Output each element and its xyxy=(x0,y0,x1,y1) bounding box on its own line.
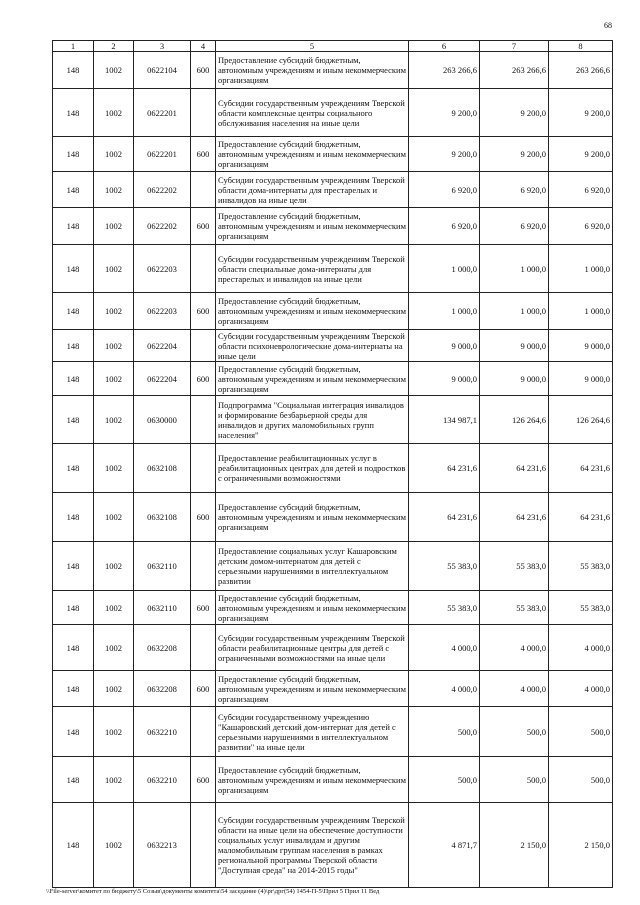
table-row xyxy=(53,444,613,493)
account-code-cell: 148 xyxy=(53,591,94,625)
target-code-cell: 0622202 xyxy=(134,208,191,245)
section-code-cell: 1002 xyxy=(94,757,134,803)
expense-type-cell xyxy=(191,396,216,444)
account-code-cell: 148 xyxy=(53,493,94,542)
amount-cell-col7: 500,0 xyxy=(480,707,549,757)
section-code-cell: 1002 xyxy=(94,444,134,493)
description-cell: Субсидии государственным учреждениям Тверской области на иные цели на обеспечение доступности социальных услуг инвалидам и другим маломобильным группам населения в рамках региональной программы Тверской области "Доступная среда" на 2014-2015 годы" xyxy=(216,803,409,888)
section-code-cell: 1002 xyxy=(94,671,134,707)
section-code-cell: 1002 xyxy=(94,52,134,89)
amount-cell-col6: 6 920,0 xyxy=(409,172,480,208)
target-code-cell: 0632110 xyxy=(134,591,191,625)
amount-cell-col7: 500,0 xyxy=(480,757,549,803)
account-code-cell: 148 xyxy=(53,172,94,208)
amount-cell-col8: 2 150,0 xyxy=(549,803,613,888)
account-code-cell: 148 xyxy=(53,89,94,137)
account-code-cell: 148 xyxy=(53,137,94,172)
target-code-cell: 0632210 xyxy=(134,757,191,803)
section-code-cell: 1002 xyxy=(94,208,134,245)
page-number: 68 xyxy=(604,21,612,30)
description-cell: Подпрограмма "Социальная интеграция инвалидов и формирование безбарьерной среды для инвалидов и других маломобильных групп населения" xyxy=(216,396,409,444)
amount-cell-col6: 4 871,7 xyxy=(409,803,480,888)
target-code-cell: 0622203 xyxy=(134,245,191,293)
amount-cell-col7: 126 264,6 xyxy=(480,396,549,444)
amount-cell-col6: 4 000,0 xyxy=(409,625,480,671)
amount-cell-col8: 55 383,0 xyxy=(549,591,613,625)
account-code-cell: 148 xyxy=(53,671,94,707)
table-row xyxy=(53,542,613,591)
amount-cell-col8: 4 000,0 xyxy=(549,625,613,671)
expense-type-cell xyxy=(191,803,216,888)
amount-cell-col8: 500,0 xyxy=(549,757,613,803)
amount-cell-col8: 6 920,0 xyxy=(549,172,613,208)
amount-cell-col8: 1 000,0 xyxy=(549,293,613,330)
account-code-cell: 148 xyxy=(53,757,94,803)
amount-cell-col6: 9 000,0 xyxy=(409,330,480,362)
description-cell: Предоставление субсидий бюджетным, автономным учреждениям и иным некоммерческим организациям xyxy=(216,137,409,172)
amount-cell-col6: 6 920,0 xyxy=(409,208,480,245)
expense-type-cell xyxy=(191,625,216,671)
expense-type-cell: 600 xyxy=(191,208,216,245)
amount-cell-col7: 9 200,0 xyxy=(480,137,549,172)
expense-type-cell xyxy=(191,444,216,493)
expense-type-cell xyxy=(191,89,216,137)
column-header: 6 xyxy=(409,41,480,52)
account-code-cell: 148 xyxy=(53,293,94,330)
target-code-cell: 0632108 xyxy=(134,493,191,542)
table-row xyxy=(53,757,613,803)
amount-cell-col8: 9 000,0 xyxy=(549,330,613,362)
expense-type-cell: 600 xyxy=(191,591,216,625)
section-code-cell: 1002 xyxy=(94,137,134,172)
section-code-cell: 1002 xyxy=(94,625,134,671)
table-row xyxy=(53,137,613,172)
target-code-cell: 0622104 xyxy=(134,52,191,89)
section-code-cell: 1002 xyxy=(94,293,134,330)
account-code-cell: 148 xyxy=(53,625,94,671)
expense-type-cell: 600 xyxy=(191,52,216,89)
amount-cell-col6: 9 000,0 xyxy=(409,362,480,396)
account-code-cell: 148 xyxy=(53,707,94,757)
section-code-cell: 1002 xyxy=(94,707,134,757)
table-row xyxy=(53,293,613,330)
table-row xyxy=(53,245,613,293)
target-code-cell: 0622203 xyxy=(134,293,191,330)
column-header: 5 xyxy=(216,41,409,52)
section-code-cell: 1002 xyxy=(94,493,134,542)
table-row xyxy=(53,362,613,396)
file-path-footer: \\File-server\комитет по бюджету\5 Созыв\документы комитета\54 заседание (4)\pr\дрг(54) 1454-П-5\Прил 5 Прил 11 Вед xyxy=(46,888,380,895)
expense-type-cell: 600 xyxy=(191,757,216,803)
budget-table xyxy=(52,40,613,888)
table-row xyxy=(53,172,613,208)
amount-cell-col6: 9 200,0 xyxy=(409,137,480,172)
amount-cell-col7: 1 000,0 xyxy=(480,245,549,293)
description-cell: Предоставление субсидий бюджетным, автономным учреждениям и иным некоммерческим организациям xyxy=(216,757,409,803)
section-code-cell: 1002 xyxy=(94,172,134,208)
account-code-cell: 148 xyxy=(53,52,94,89)
account-code-cell: 148 xyxy=(53,330,94,362)
amount-cell-col7: 2 150,0 xyxy=(480,803,549,888)
amount-cell-col6: 1 000,0 xyxy=(409,293,480,330)
amount-cell-col8: 64 231,6 xyxy=(549,493,613,542)
account-code-cell: 148 xyxy=(53,362,94,396)
section-code-cell: 1002 xyxy=(94,362,134,396)
expense-type-cell xyxy=(191,172,216,208)
table-row xyxy=(53,671,613,707)
amount-cell-col7: 6 920,0 xyxy=(480,208,549,245)
table-row xyxy=(53,493,613,542)
description-cell: Предоставление субсидий бюджетным, автономным учреждениям и иным некоммерческим организациям xyxy=(216,362,409,396)
description-cell: Предоставление социальных услуг Кашаровским детским домом-интернатом для детей с серьезными нарушениями в интеллектуальном развитии xyxy=(216,542,409,591)
target-code-cell: 0632208 xyxy=(134,625,191,671)
expense-type-cell xyxy=(191,707,216,757)
column-header: 3 xyxy=(134,41,191,52)
amount-cell-col8: 126 264,6 xyxy=(549,396,613,444)
expense-type-cell xyxy=(191,330,216,362)
amount-cell-col7: 263 266,6 xyxy=(480,52,549,89)
target-code-cell: 0632108 xyxy=(134,444,191,493)
amount-cell-col7: 9 000,0 xyxy=(480,362,549,396)
expense-type-cell: 600 xyxy=(191,293,216,330)
description-cell: Субсидии государственным учреждениям Тверской области психоневрологические дома-интернаты на иные цели xyxy=(216,330,409,362)
target-code-cell: 0622201 xyxy=(134,89,191,137)
expense-type-cell: 600 xyxy=(191,137,216,172)
amount-cell-col6: 55 383,0 xyxy=(409,591,480,625)
amount-cell-col7: 4 000,0 xyxy=(480,625,549,671)
amount-cell-col6: 263 266,6 xyxy=(409,52,480,89)
amount-cell-col6: 4 000,0 xyxy=(409,671,480,707)
table-row xyxy=(53,52,613,89)
amount-cell-col8: 9 200,0 xyxy=(549,137,613,172)
amount-cell-col7: 64 231,6 xyxy=(480,493,549,542)
amount-cell-col6: 64 231,6 xyxy=(409,444,480,493)
amount-cell-col8: 4 000,0 xyxy=(549,671,613,707)
target-code-cell: 0632110 xyxy=(134,542,191,591)
description-cell: Предоставление субсидий бюджетным, автономным учреждениям и иным некоммерческим организациям xyxy=(216,591,409,625)
account-code-cell: 148 xyxy=(53,542,94,591)
amount-cell-col6: 55 383,0 xyxy=(409,542,480,591)
description-cell: Предоставление субсидий бюджетным, автономным учреждениям и иным некоммерческим организациям xyxy=(216,293,409,330)
amount-cell-col8: 9 200,0 xyxy=(549,89,613,137)
amount-cell-col8: 55 383,0 xyxy=(549,542,613,591)
amount-cell-col6: 134 987,1 xyxy=(409,396,480,444)
amount-cell-col6: 500,0 xyxy=(409,757,480,803)
section-code-cell: 1002 xyxy=(94,330,134,362)
table-header-row xyxy=(53,41,613,52)
table-row xyxy=(53,330,613,362)
column-header: 2 xyxy=(94,41,134,52)
target-code-cell: 0622204 xyxy=(134,330,191,362)
account-code-cell: 148 xyxy=(53,208,94,245)
account-code-cell: 148 xyxy=(53,245,94,293)
amount-cell-col7: 64 231,6 xyxy=(480,444,549,493)
amount-cell-col7: 9 000,0 xyxy=(480,330,549,362)
expense-type-cell: 600 xyxy=(191,493,216,542)
column-header: 1 xyxy=(53,41,94,52)
section-code-cell: 1002 xyxy=(94,591,134,625)
amount-cell-col7: 4 000,0 xyxy=(480,671,549,707)
amount-cell-col8: 500,0 xyxy=(549,707,613,757)
amount-cell-col7: 1 000,0 xyxy=(480,293,549,330)
amount-cell-col8: 263 266,6 xyxy=(549,52,613,89)
table-row xyxy=(53,625,613,671)
target-code-cell: 0622202 xyxy=(134,172,191,208)
table-row xyxy=(53,396,613,444)
description-cell: Субсидии государственным учреждениям Тверской области реабилитационные центры для детей с ограниченными возможностями на иные цели xyxy=(216,625,409,671)
description-cell: Предоставление субсидий бюджетным, автономным учреждениям и иным некоммерческим организациям xyxy=(216,671,409,707)
expense-type-cell xyxy=(191,542,216,591)
amount-cell-col7: 6 920,0 xyxy=(480,172,549,208)
amount-cell-col6: 1 000,0 xyxy=(409,245,480,293)
description-cell: Предоставление реабилитационных услуг в реабилитационных центрах для детей и подростков с ограниченными возможностями xyxy=(216,444,409,493)
amount-cell-col6: 9 200,0 xyxy=(409,89,480,137)
amount-cell-col8: 6 920,0 xyxy=(549,208,613,245)
amount-cell-col8: 64 231,6 xyxy=(549,444,613,493)
account-code-cell: 148 xyxy=(53,396,94,444)
column-header: 7 xyxy=(480,41,549,52)
expense-type-cell: 600 xyxy=(191,671,216,707)
description-cell: Предоставление субсидий бюджетным, автономным учреждениям и иным некоммерческим организациям xyxy=(216,52,409,89)
target-code-cell: 0622201 xyxy=(134,137,191,172)
section-code-cell: 1002 xyxy=(94,89,134,137)
column-header: 8 xyxy=(549,41,613,52)
amount-cell-col7: 9 200,0 xyxy=(480,89,549,137)
target-code-cell: 0630000 xyxy=(134,396,191,444)
description-cell: Субсидии государственным учреждениям Тверской области специальные дома-интернаты для престарелых и инвалидов на иные цели xyxy=(216,245,409,293)
table-row xyxy=(53,208,613,245)
amount-cell-col7: 55 383,0 xyxy=(480,542,549,591)
account-code-cell: 148 xyxy=(53,803,94,888)
table-row xyxy=(53,591,613,625)
target-code-cell: 0632213 xyxy=(134,803,191,888)
description-cell: Предоставление субсидий бюджетным, автономным учреждениям и иным некоммерческим организациям xyxy=(216,493,409,542)
expense-type-cell xyxy=(191,245,216,293)
target-code-cell: 0632210 xyxy=(134,707,191,757)
description-cell: Предоставление субсидий бюджетным, автономным учреждениям и иным некоммерческим организациям xyxy=(216,208,409,245)
expense-type-cell: 600 xyxy=(191,362,216,396)
amount-cell-col6: 500,0 xyxy=(409,707,480,757)
description-cell: Субсидии государственному учреждению "Кашаровский детский дом-интернат для детей с серьезными нарушениями в интеллектуальном развитии" на иные цели xyxy=(216,707,409,757)
section-code-cell: 1002 xyxy=(94,542,134,591)
section-code-cell: 1002 xyxy=(94,803,134,888)
table-row xyxy=(53,803,613,888)
table-row xyxy=(53,707,613,757)
amount-cell-col8: 1 000,0 xyxy=(549,245,613,293)
section-code-cell: 1002 xyxy=(94,245,134,293)
amount-cell-col6: 64 231,6 xyxy=(409,493,480,542)
account-code-cell: 148 xyxy=(53,444,94,493)
amount-cell-col7: 55 383,0 xyxy=(480,591,549,625)
description-cell: Субсидии государственным учреждениям Тверской области дома-интернаты для престарелых и инвалидов на иные цели xyxy=(216,172,409,208)
target-code-cell: 0632208 xyxy=(134,671,191,707)
column-header: 4 xyxy=(191,41,216,52)
description-cell: Субсидии государственным учреждениям Тверской области комплексные центры социального обслуживания населения на иные цели xyxy=(216,89,409,137)
section-code-cell: 1002 xyxy=(94,396,134,444)
amount-cell-col8: 9 000,0 xyxy=(549,362,613,396)
target-code-cell: 0622204 xyxy=(134,362,191,396)
table-row xyxy=(53,89,613,137)
